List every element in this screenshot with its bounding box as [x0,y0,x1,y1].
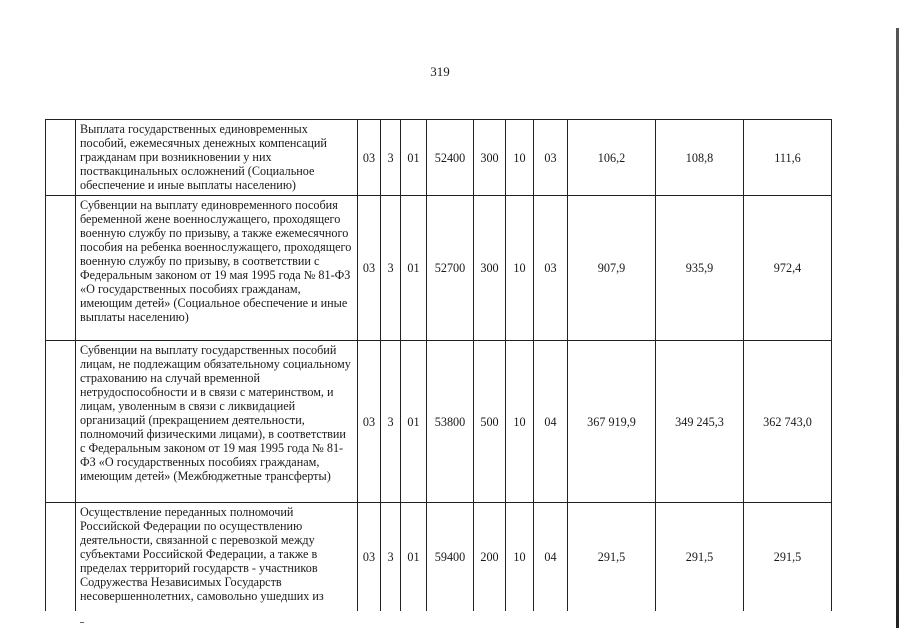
amount-cell-v2: 349 245,3 [656,341,744,503]
code-cell-c5: 300 [474,120,506,196]
amount-cell-v1: 907,9 [568,196,656,341]
code-cell-c7: 03 [534,120,568,196]
page-number: 319 [430,64,450,79]
row-description: Выплата государственных единовременных пособий, ежемесячных денежных компенсаций гражданам при возникновении у них поствакцинальных осложнений (Социальное обеспечение и иные выплаты населению) [76,120,358,196]
code-cell-c3: 01 [401,196,427,341]
budget-table [45,119,832,611]
table-row [46,503,832,611]
code-cell-c1: 03 [358,341,381,503]
table-row [46,120,832,196]
amount-cell-v3: 111,6 [744,120,832,196]
code-cell-c3: 01 [401,120,427,196]
code-cell-c2: 3 [381,503,401,611]
scan-mark [80,622,84,623]
row-description: Осуществление переданных полномочий Российской Федерации по осуществлению деятельности, связанной с перевозкой между субъектами Российской Федерации, а также в пределах территорий государств - участников Содружества Независимых Государств несовершеннолетних, самовольно ушедших из [76,503,358,611]
code-cell-c2: 3 [381,120,401,196]
amount-cell-v3: 291,5 [744,503,832,611]
code-cell-c5: 300 [474,196,506,341]
code-cell-c1: 03 [358,503,381,611]
code-cell-c4: 59400 [427,503,474,611]
code-cell-c7: 04 [534,341,568,503]
code-cell-c1: 03 [358,120,381,196]
row-number-cell [46,120,76,196]
row-description: Субвенции на выплату государственных пособий лицам, не подлежащим обязательному социальному страхованию на случай временной нетрудоспособности и в связи с материнством, и лицам, уволенным в связи с ликвидацией организаций (прекращением деятельности, полномочий физическими лицами), в соответствии с Федеральным законом от 19 мая 1995 года № 81-ФЗ «О государственных пособиях гражданам, имеющим детей» (Межбюджетные трансферты) [76,341,358,503]
code-cell-c3: 01 [401,341,427,503]
code-cell-c5: 200 [474,503,506,611]
scan-edge [896,28,899,628]
code-cell-c2: 3 [381,341,401,503]
row-description: Субвенции на выплату единовременного пособия беременной жене военнослужащего, проходящего военную службу по призыву, а также ежемесячного пособия на ребенка военнослужащего, проходящего военную службу по призыву, в соответствии с Федеральным законом от 19 мая 1995 года № 81-ФЗ «О государственных пособиях гражданам, имеющим детей» (Социальное обеспечение и иные выплаты населению) [76,196,358,341]
code-cell-c5: 500 [474,341,506,503]
table-row [46,196,832,341]
amount-cell-v1: 106,2 [568,120,656,196]
code-cell-c2: 3 [381,196,401,341]
amount-cell-v1: 291,5 [568,503,656,611]
code-cell-c6: 10 [506,341,534,503]
code-cell-c7: 03 [534,196,568,341]
amount-cell-v2: 108,8 [656,120,744,196]
amount-cell-v3: 362 743,0 [744,341,832,503]
code-cell-c6: 10 [506,120,534,196]
code-cell-c1: 03 [358,196,381,341]
code-cell-c7: 04 [534,503,568,611]
table-row [46,341,832,503]
code-cell-c4: 52400 [427,120,474,196]
row-number-cell [46,503,76,611]
amount-cell-v2: 291,5 [656,503,744,611]
row-number-cell [46,196,76,341]
amount-cell-v2: 935,9 [656,196,744,341]
code-cell-c6: 10 [506,196,534,341]
amount-cell-v1: 367 919,9 [568,341,656,503]
code-cell-c4: 52700 [427,196,474,341]
amount-cell-v3: 972,4 [744,196,832,341]
code-cell-c4: 53800 [427,341,474,503]
row-number-cell [46,341,76,503]
code-cell-c6: 10 [506,503,534,611]
code-cell-c3: 01 [401,503,427,611]
